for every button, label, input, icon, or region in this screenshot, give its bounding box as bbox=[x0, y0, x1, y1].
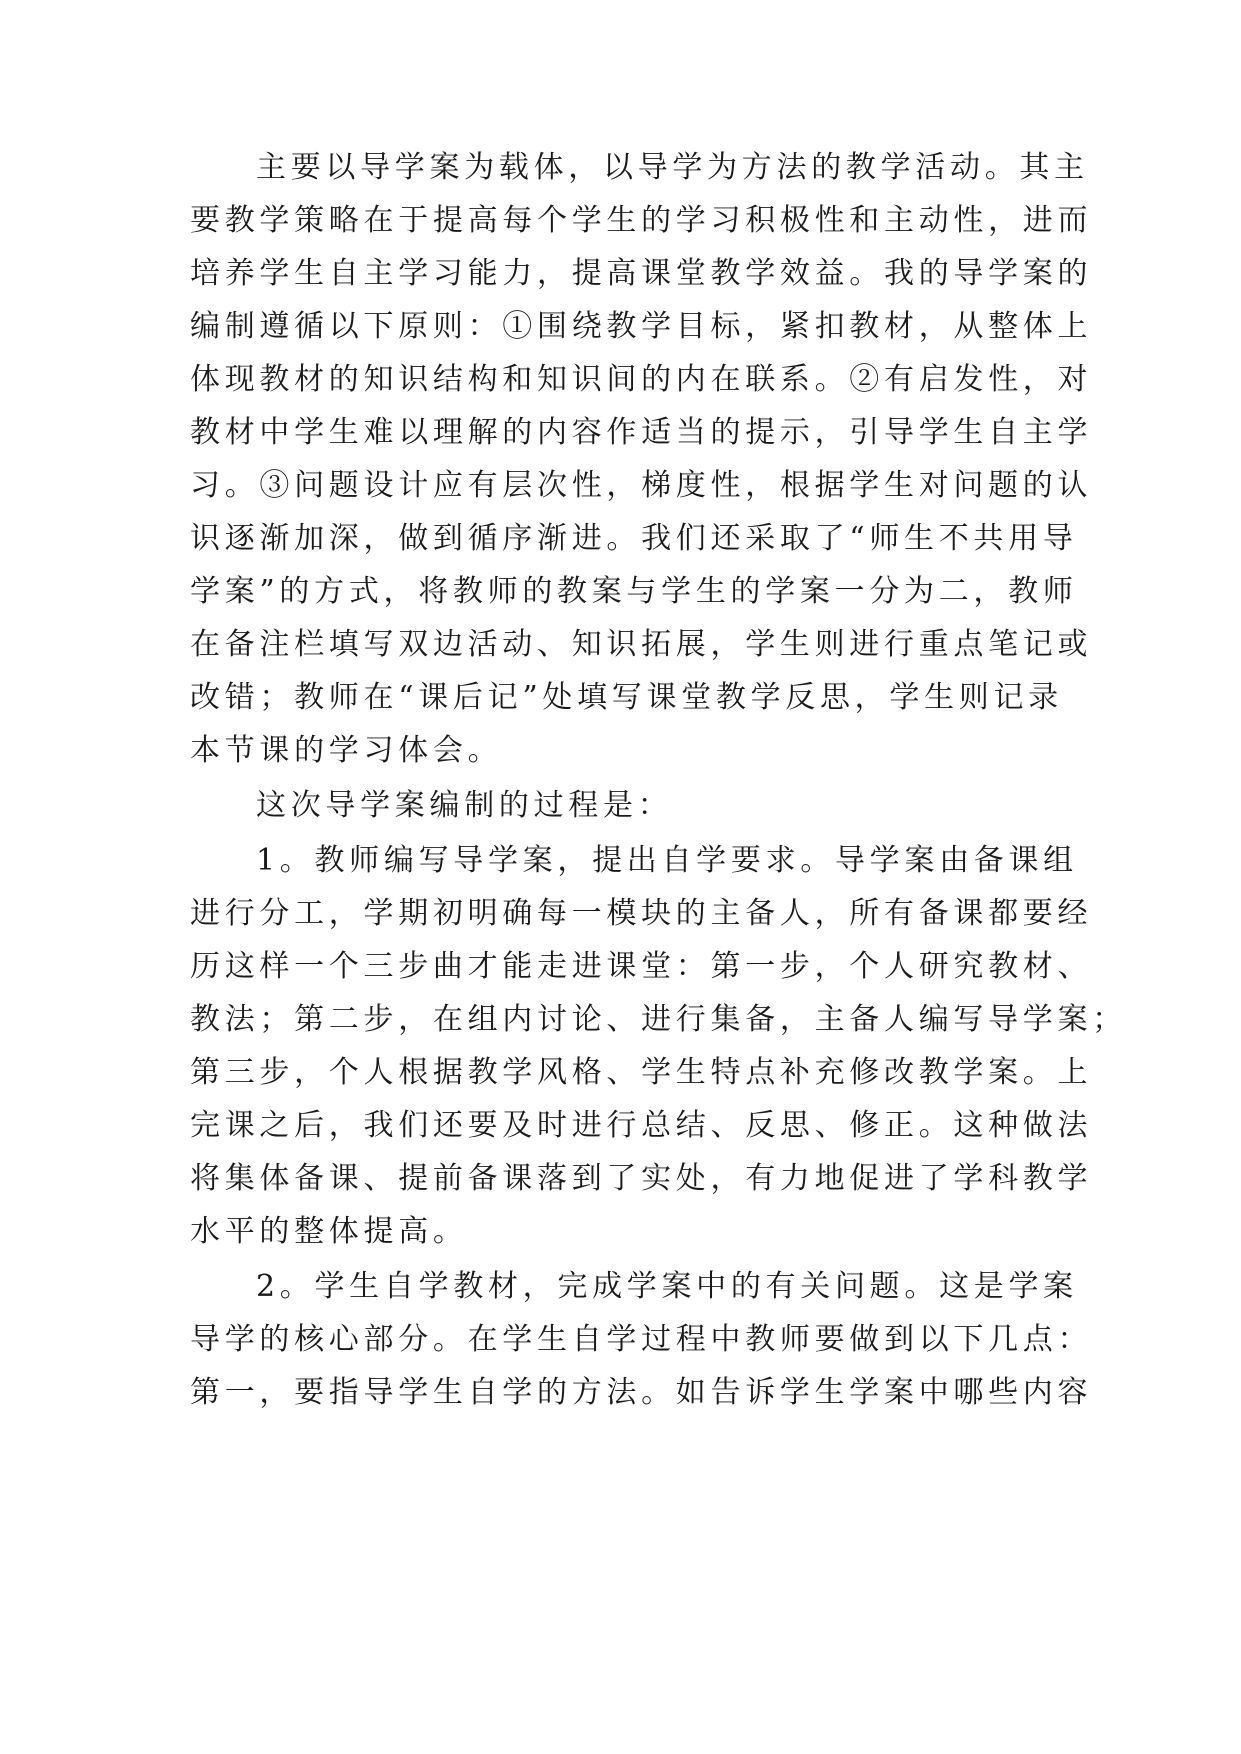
text-line: 完课之后，我们还要及时进行总结、反思、修正。这种做法 bbox=[190, 1108, 1093, 1143]
text-line: 这次导学案编制的过程是： bbox=[256, 788, 673, 823]
text-line: 1。教师编写导学案，提出自学要求。导学案由备课组 bbox=[256, 843, 1078, 878]
text-line: 教法；第二步，在组内讨论、进行集备，主备人编写导学案； bbox=[190, 1002, 1127, 1037]
text-line: 第三步，个人根据教学风格、学生特点补充修改教学案。上 bbox=[190, 1055, 1093, 1090]
text-line: 第一，要指导学生自学的方法。如告诉学生学案中哪些内容 bbox=[190, 1375, 1093, 1410]
text-line: 进行分工，学期初明确每一模块的主备人，所有备课都要经 bbox=[190, 896, 1093, 931]
text-line: 改错；教师在“课后记”处填写课堂教学反思，学生则记录 bbox=[190, 680, 1063, 715]
text-line: 培养学生自主学习能力，提高课堂教学效益。我的导学案的 bbox=[190, 256, 1093, 291]
text-line: 导学的核心部分。在学生自学过程中教师要做到以下几点： bbox=[190, 1322, 1093, 1357]
text-line: 将集体备课、提前备课落到了实处，有力地促进了学科教学 bbox=[190, 1161, 1093, 1196]
text-line: 历这样一个三步曲才能走进课堂：第一步，个人研究教材、 bbox=[190, 949, 1093, 984]
text-line: 体现教材的知识结构和知识间的内在联系。②有启发性，对 bbox=[190, 362, 1093, 397]
text-line: 水平的整体提高。 bbox=[190, 1214, 468, 1249]
text-line: 主要以导学案为载体，以导学为方法的教学活动。其主 bbox=[256, 150, 1089, 185]
text-line: 学案”的方式，将教师的教案与学生的学案一分为二，教师 bbox=[190, 574, 1078, 609]
text-line: 习。③问题设计应有层次性，梯度性，根据学生对问题的认 bbox=[190, 468, 1093, 503]
text-line: 教材中学生难以理解的内容作适当的提示，引导学生自主学 bbox=[190, 415, 1093, 450]
text-line: 本节课的学习体会。 bbox=[190, 733, 503, 768]
text-line: 识逐渐加深，做到循序渐进。我们还采取了“师生不共用导 bbox=[190, 521, 1078, 556]
text-line: 要教学策略在于提高每个学生的学习积极性和主动性，进而 bbox=[190, 203, 1093, 238]
text-line: 在备注栏填写双边活动、知识拓展，学生则进行重点笔记或 bbox=[190, 627, 1093, 662]
text-line: 2。学生自学教材，完成学案中的有关问题。这是学案 bbox=[256, 1269, 1078, 1304]
text-line: 编制遵循以下原则：①围绕教学目标，紧扣教材，从整体上 bbox=[190, 309, 1093, 344]
